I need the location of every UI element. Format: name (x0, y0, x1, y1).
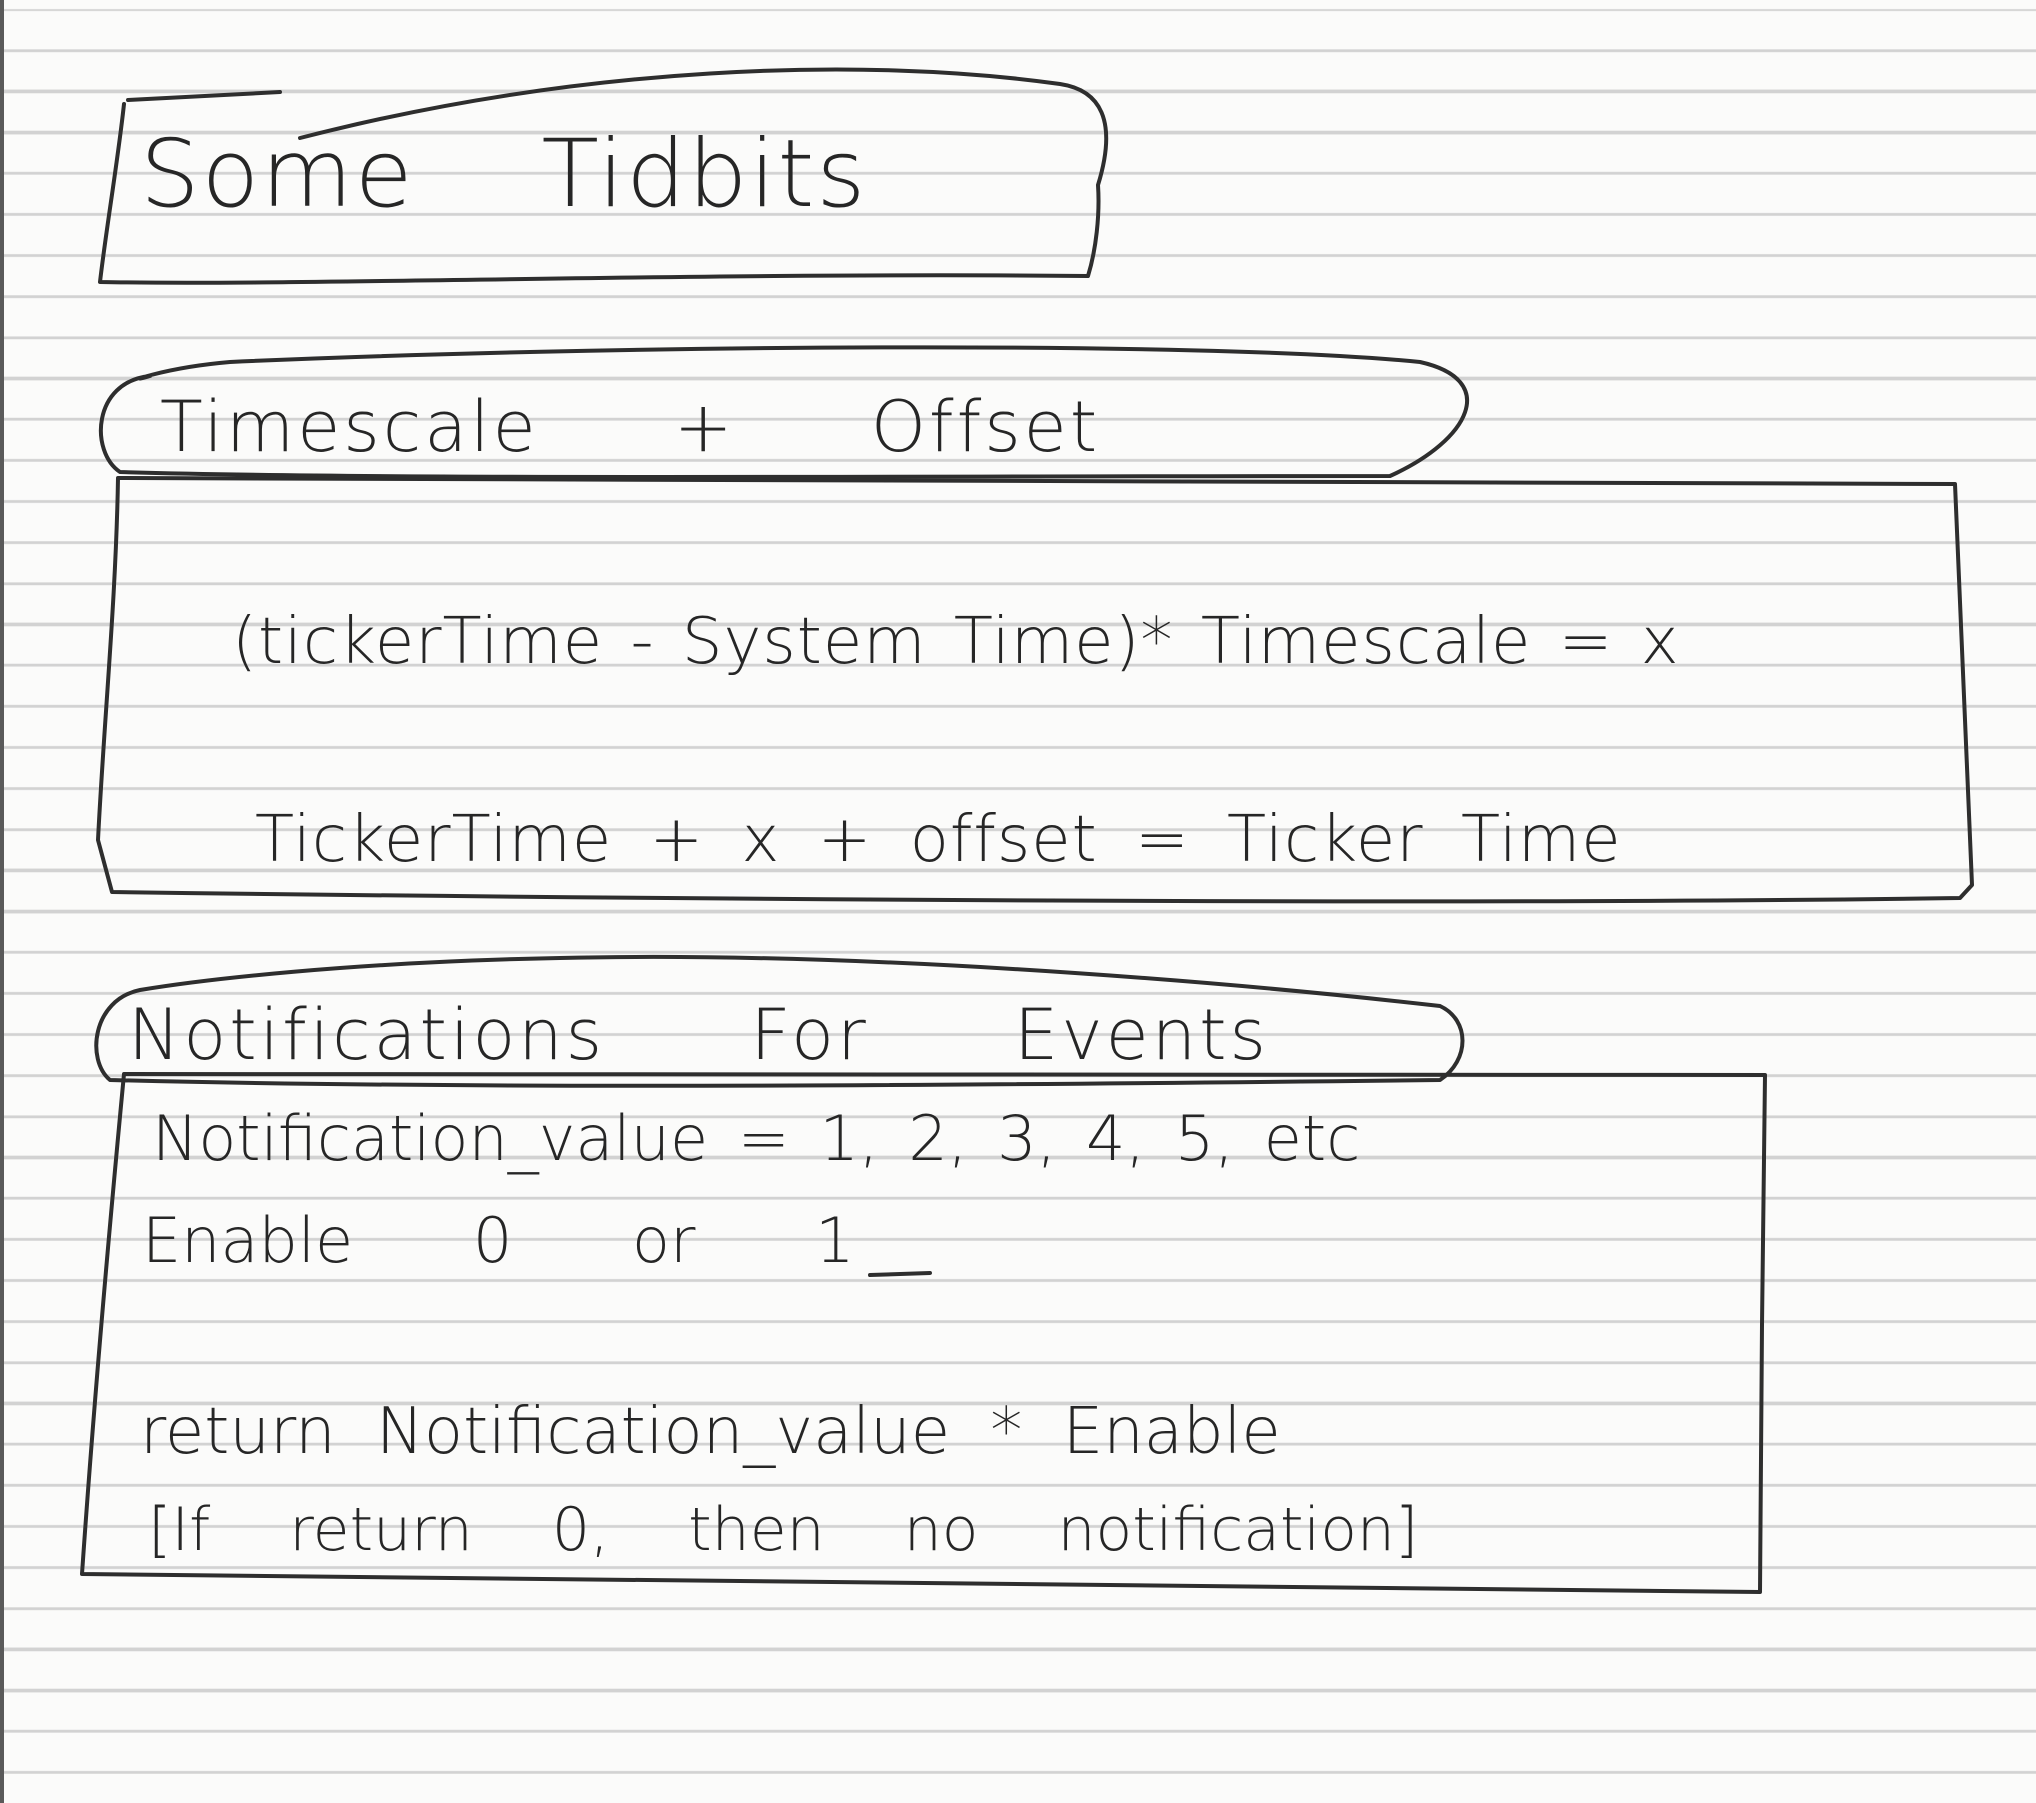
ticker-time-formula: TickerTime + x + offset = Ticker Time (255, 803, 1622, 877)
option-underline (870, 1273, 930, 1275)
notifications-heading: Notifications For Events (128, 994, 1269, 1076)
notification-value-line: Notification_value = 1, 2, 3, 4, 5, etc (152, 1102, 1361, 1175)
page-title: Some Tidbits (140, 120, 868, 229)
timescale-heading: Timescale + Offset (160, 386, 1101, 468)
return-line: return Notification_value * Enable (140, 1395, 1281, 1469)
enable-line: Enable 0 or 1 (142, 1204, 855, 1277)
page-edge (0, 0, 4, 1803)
return-note-line: [If return 0, then no notification] (148, 1495, 1419, 1565)
timescale-formula: (tickerTime - System Time)* Timescale = x (232, 605, 1680, 679)
